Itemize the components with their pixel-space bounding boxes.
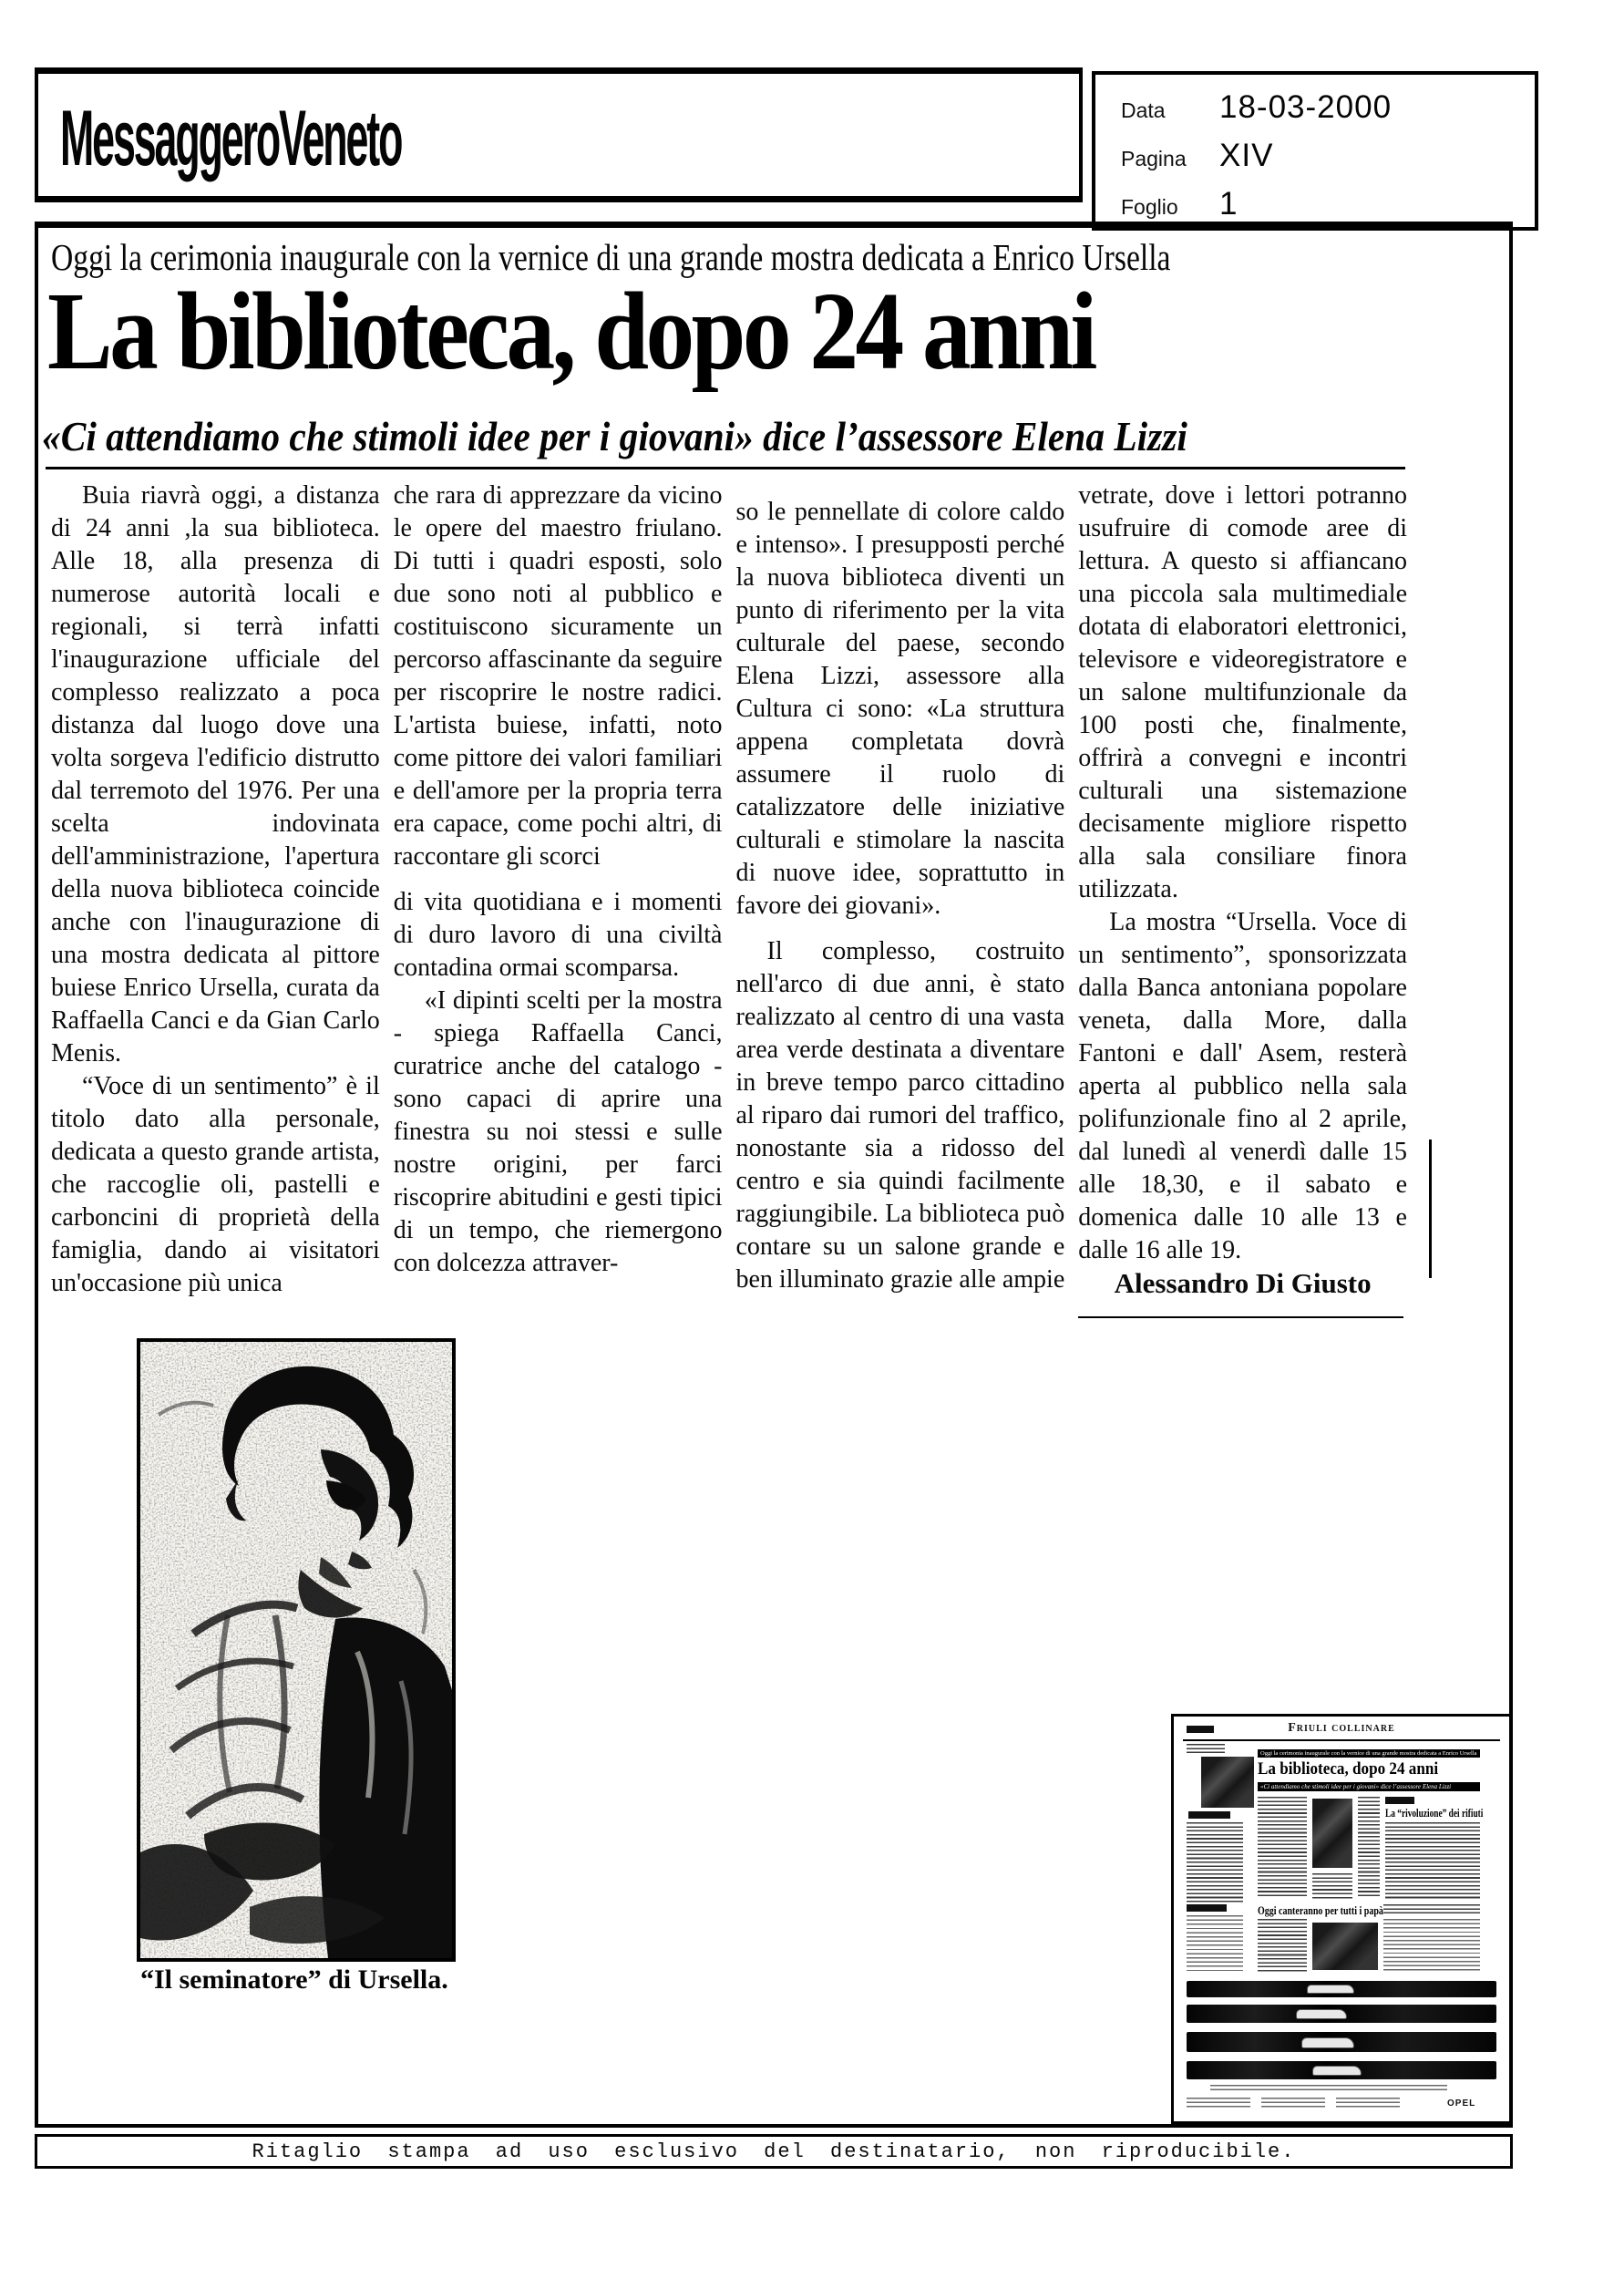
car-photo [1312, 2066, 1362, 2076]
page-label: Pagina [1121, 147, 1187, 170]
paragraph: di vita quotidiana e i momenti di duro lavoro di una civiltà contadina ormai scomparsa. [393, 888, 723, 982]
thumb-subhead-bar: «Ci attendiamo che stimoli idee per i giovani» dice l’assessore Elena Lizzi [1258, 1782, 1480, 1791]
article-column-4 [1078, 480, 1407, 1318]
page-thumbnail [1171, 1714, 1512, 2124]
meta-row-sheet [1121, 186, 1535, 222]
photo-caption: “Il seminatore” di Ursella. [140, 1964, 448, 1995]
article-body [51, 480, 1407, 1318]
thumb-noise-block [1312, 1873, 1352, 1899]
thumb-noise-block [1258, 1919, 1307, 1974]
paragraph: so le pennellate di colore caldo e intenso». I presupposti perché la nuova biblioteca diventi un punto di riferimento per la vita culturale del paese, secondo Elena Lizzi, assessore alla Cultura ci sono: «La struttura appena completata dovrà assumere il ruolo di catalizzatore delle iniziative culturali e stimolare la nascita di nuove idee, soprattutto in favore dei giovani». [735, 498, 1065, 920]
thumb-noise-block [1187, 2098, 1250, 2110]
thumb-noise-block [1385, 1822, 1480, 1899]
article-frame [35, 222, 1513, 2128]
car-photo [1301, 2037, 1354, 2048]
thumb-photo-block [1312, 1923, 1378, 1970]
paragraph: che rara di apprezzare da vicino le opere del maestro friulano. Di tutti i quadri esposti, solo due sono noti al pubblico e costituiscono sicuramente un percorso affascinante da seguire per riscoprire le nostre radici. L'artista buiese, infatti, noto come pittore dei valori familiari e dell'amore per la propria terra era capace, come pochi altri, di raccontare gli scorci [393, 481, 723, 871]
footer-disclaimer: Ritaglio stampa ad uso esclusivo del destinatario, non riproducibile. [252, 2140, 1296, 2163]
thumb-ad-strip [1187, 2005, 1496, 2023]
scan-column-rule-artifact [1429, 1140, 1432, 1278]
opel-logo: OPEL [1447, 2099, 1476, 2109]
paragraph: La mostra “Ursella. Voce di un sentimento”, sponsorizzata dalla Banca antoniana popolare veneta, dalla More, dalla Fantoni e dall' Asem, resterà aperta al pubblico nella sala polifunzionale fino al 2 aprile, dal lunedì al venerdì dalle 15 alle 18,30, e il sabato e domenica dalle 10 alle 13 e dalle 16 alle 19. [1078, 908, 1407, 1264]
clipping-meta-box [1092, 71, 1538, 231]
paragraph: “Voce di un sentimento” è il titolo dato alla personale, dedicata a questo grande artista, che raccoglie oli, pastelli e carboncini di proprietà della famiglia, dando ai visitatori un'occasione più unica [51, 1072, 380, 1297]
byline-rule [1078, 1316, 1403, 1318]
article-column-3 [736, 480, 1065, 1318]
article-column-1 [51, 480, 380, 1318]
footer-strip [35, 2134, 1513, 2169]
car-photo [1307, 1985, 1354, 1994]
newspaper-logo: MessaggeroVeneto [60, 95, 402, 182]
thumb-ad-strip [1187, 1981, 1496, 1997]
meta-row-page [1121, 138, 1535, 174]
thumb-headline: La biblioteca, dopo 24 anni [1258, 1759, 1439, 1779]
date-value: 18-03-2000 [1219, 89, 1393, 125]
seminatore-photo [137, 1338, 456, 1962]
thumbnail-inner [1174, 1717, 1509, 2121]
thumb-photo-block [1201, 1757, 1254, 1808]
thumb-headline-papa: Oggi canteranno per tutti i papà [1258, 1904, 1383, 1917]
thumb-noise-block [1358, 1797, 1380, 1899]
thumb-section-header: Friuli collinare [1288, 1721, 1395, 1735]
sheet-label: Foglio [1121, 195, 1178, 219]
paragraph: Buia riavrà oggi, a distanza di 24 anni ,la sua biblioteca. Alle 18, alla presenza di numerose autorità locali e regionali, si terrà infatti l'inaugurazione ufficiale del complesso realizzato a poca distanza dal luogo dove una volta sorgeva l'edificio distrutto dal terremoto del 1976. Per una scelta indovinata dell'amministrazione, l'apertura della nuova biblioteca coincide anche con l'inaugurazione di una mostra dedicata al pittore buiese Enrico Ursella, curata da Raffaella Canci e da Gian Carlo Menis. [51, 481, 380, 1067]
paragraph: «I dipinti scelti per la mostra - spiega Raffaella Canci, curatrice anche del catalogo - sono capaci di aprire una finestra su noi stessi e sulle nostre origini, per farci riscoprire abitudini e gesti tipici di un tempo, che riemergono con dolcezza attraver- [393, 986, 723, 1277]
thumb-noise-block [1383, 1904, 1480, 1913]
thumb-photo-block [1312, 1799, 1352, 1868]
thumb-noise-block [1210, 2085, 1447, 2092]
date-label: Data [1121, 98, 1166, 122]
car-photo [1296, 2009, 1347, 2019]
thumb-noise-block [1261, 2098, 1325, 2110]
thumb-headline-rifiuti: La “rivoluzione” dei rifiuti [1385, 1806, 1484, 1820]
article-headline: La biblioteca, dopo 24 anni [47, 270, 1095, 393]
thumb-label-block [1187, 1904, 1227, 1912]
seminatore-photo-illustration [140, 1342, 452, 1958]
article-byline: Alessandro Di Giusto [1114, 1267, 1372, 1299]
article-subhead: «Ci attendiamo che stimoli idee per i giovani» dice l’assessore Elena Lizzi [42, 414, 1187, 459]
thumb-ad-strip [1187, 2032, 1496, 2052]
thumb-label-block [1385, 1797, 1414, 1804]
thumb-label-block [1188, 1811, 1230, 1819]
thumb-noise-block [1187, 1744, 1225, 1755]
article-kicker: Oggi la cerimonia inaugurale con la vernice di una grande mostra dedicata a Enrico Ursella [51, 236, 1171, 278]
article-column-2 [394, 480, 723, 1318]
paragraph: vetrate, dove i lettori potranno usufruire di comode aree di lettura. A questo si affiancano una piccola sala multimediale dotata di elaboratori elettronici, televisore e videoregistratore e un salone multifunzionale da 100 posti che, finalmente, offrirà a convegni e incontri culturali una sistemazione decisamente migliore rispetto alla sala consiliare finora utilizzata. [1078, 481, 1407, 903]
masthead-box [35, 67, 1083, 202]
sheet-value: 1 [1219, 186, 1239, 222]
meta-row-date [1121, 89, 1535, 126]
thumb-noise-block [1187, 1822, 1243, 1903]
thumb-noise-block [1383, 1919, 1480, 1974]
page-value: XIV [1219, 138, 1274, 173]
thumb-noise-block [1258, 1797, 1307, 1899]
paragraph: Il complesso, costruito nell'arco di due anni, è stato realizzato al centro di una vasta area verde destinata a diventare in breve tempo parco cittadino al riparo dai rumori del traffico, nonostante sia a ridosso del centro e sia quindi facilmente raggiungibile. La biblioteca può contare su un salone grande e ben illuminato grazie alle ampie [735, 937, 1065, 1294]
subhead-rule [46, 467, 1405, 469]
thumb-noise-block [1187, 1915, 1243, 1974]
thumb-noise-block [1336, 2098, 1400, 2110]
thumb-ad-strip [1187, 2061, 1496, 2079]
thumb-kicker-bar: Oggi la cerimonia inaugurale con la vernice di una grande mostra dedicata a Enrico Ursella [1258, 1749, 1480, 1758]
thumb-header-rule [1183, 1739, 1500, 1741]
